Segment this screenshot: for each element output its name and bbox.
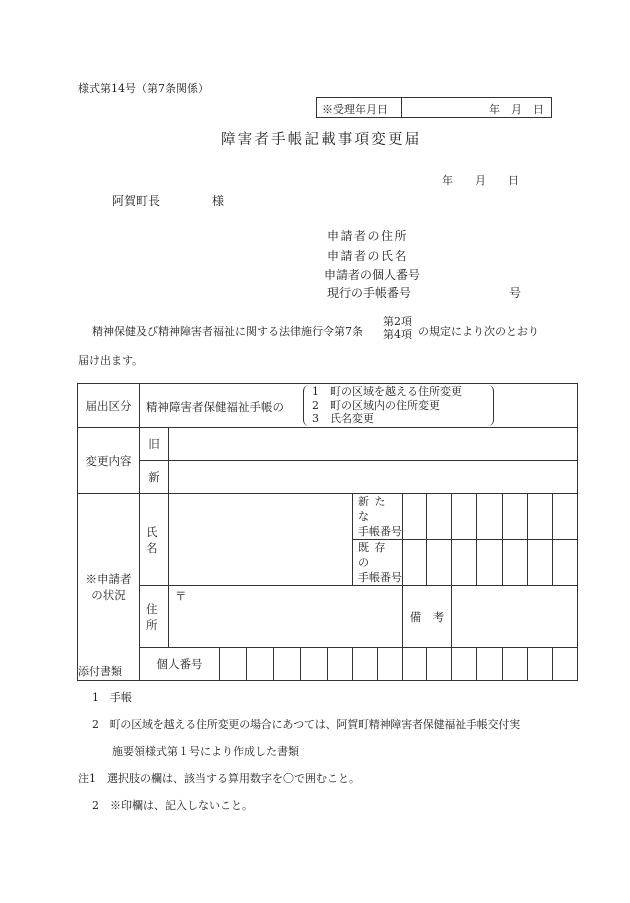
change-content-label: 変更内容 bbox=[78, 428, 140, 494]
personal-number-digit[interactable] bbox=[452, 648, 477, 681]
personal-number-digit[interactable] bbox=[477, 648, 503, 681]
statement-text-line2: 届け出ます。 bbox=[78, 354, 144, 367]
personal-number-digit[interactable] bbox=[553, 648, 578, 681]
personal-number-digit[interactable] bbox=[353, 648, 378, 681]
personal-number-digit[interactable] bbox=[247, 648, 274, 681]
applicant-name-label: 申請者の氏名 bbox=[327, 249, 409, 263]
notebook-prefix: 精神障害者保健福祉手帳の bbox=[146, 400, 284, 414]
personal-number-digit[interactable] bbox=[403, 648, 427, 681]
new-notebook-digit[interactable] bbox=[503, 494, 528, 540]
old-label: 旧 bbox=[140, 428, 169, 461]
clause-4: 第4項 bbox=[383, 328, 412, 341]
existing-notebook-digit[interactable] bbox=[452, 540, 477, 586]
applicant-status-label bbox=[78, 494, 140, 681]
address-field[interactable] bbox=[169, 586, 403, 648]
submission-date: 年 月 日 bbox=[442, 174, 519, 187]
statement-text-after: の規定により次のとおり bbox=[418, 325, 539, 338]
personal-number-digit[interactable] bbox=[528, 648, 553, 681]
choice-1[interactable]: 1 町の区域を越える住所変更 bbox=[312, 385, 462, 398]
existing-notebook-digit[interactable] bbox=[503, 540, 528, 586]
statement-clause-choice bbox=[383, 315, 412, 341]
clause-2: 第2項 bbox=[383, 315, 412, 328]
personal-number-digit[interactable] bbox=[503, 648, 528, 681]
choice-list bbox=[312, 385, 462, 426]
addressee-honorific: 様 bbox=[212, 194, 225, 208]
remarks-label: 備 考 bbox=[403, 586, 452, 648]
new-value-field[interactable] bbox=[169, 461, 578, 494]
address-label: 住所 bbox=[140, 586, 169, 648]
existing-notebook-digit[interactable] bbox=[403, 540, 427, 586]
applicant-mynumber-label: 申請者の個人番号 bbox=[324, 268, 421, 282]
personal-number-digit[interactable] bbox=[427, 648, 452, 681]
receipt-date-label: ※受理年月日 bbox=[322, 103, 388, 116]
receipt-date-value: 年 月 日 bbox=[489, 103, 544, 116]
new-notebook-digit[interactable] bbox=[452, 494, 477, 540]
attachment-item-2-line2: 施要領様式第１号により作成した書類 bbox=[112, 745, 299, 758]
applicant-status-line1: ※申請者 bbox=[85, 572, 132, 586]
personal-number-digit[interactable] bbox=[220, 648, 247, 681]
page-title: 障害者手帳記載事項変更届 bbox=[221, 132, 422, 148]
new-notebook-line1: 新 た な bbox=[358, 495, 387, 523]
existing-notebook-number-label bbox=[353, 540, 403, 586]
choice-3[interactable]: 3 氏名変更 bbox=[312, 412, 374, 425]
choice-2[interactable]: 2 町の区域内の住所変更 bbox=[312, 398, 440, 412]
notification-type-label: 届出区分 bbox=[78, 384, 140, 428]
attachment-item-1: 1 手帳 bbox=[92, 691, 132, 704]
name-field[interactable] bbox=[169, 494, 353, 586]
personal-number-digit[interactable] bbox=[274, 648, 301, 681]
note-2: 2 ※印欄は、記入しないこと。 bbox=[92, 799, 253, 812]
applicant-status-line2: の状況 bbox=[91, 588, 126, 602]
personal-number-label: 個人番号 bbox=[140, 648, 220, 681]
existing-notebook-digit[interactable] bbox=[528, 540, 553, 586]
applicant-address-label: 申請者の住所 bbox=[327, 229, 409, 243]
existing-notebook-line1: 既 存 の bbox=[358, 541, 387, 569]
form-number: 様式第14号（第7条関係） bbox=[78, 82, 209, 95]
receipt-date-box bbox=[316, 97, 552, 118]
new-notebook-digit[interactable] bbox=[528, 494, 553, 540]
existing-notebook-digit[interactable] bbox=[427, 540, 452, 586]
new-notebook-digit[interactable] bbox=[427, 494, 452, 540]
personal-number-digit[interactable] bbox=[328, 648, 353, 681]
new-notebook-digit[interactable] bbox=[403, 494, 427, 540]
new-label: 新 bbox=[140, 461, 169, 494]
new-notebook-number-label bbox=[353, 494, 403, 540]
remarks-field[interactable] bbox=[452, 586, 578, 648]
existing-notebook-line2: 手帳番号 bbox=[358, 571, 402, 584]
addressee: 阿賀町長 bbox=[112, 194, 161, 208]
existing-notebook-digit[interactable] bbox=[477, 540, 503, 586]
new-notebook-line2: 手帳番号 bbox=[358, 525, 402, 538]
personal-number-digit[interactable] bbox=[301, 648, 328, 681]
notification-table bbox=[77, 383, 578, 681]
statement-text-before: 精神保健及び精神障害者福祉に関する法律施行令第7条 bbox=[92, 325, 363, 338]
attachments-heading: 添付書類 bbox=[78, 665, 122, 678]
note-1: 注1 選択肢の欄は、該当する算用数字を〇で囲むこと。 bbox=[78, 772, 360, 785]
attachment-item-2-line1: 2 町の区域を越える住所変更の場合にあつては、阿賀町精神障害者保健福祉手帳交付実 bbox=[92, 718, 520, 731]
old-value-field[interactable] bbox=[169, 428, 578, 461]
notebook-number-suffix: 号 bbox=[509, 286, 522, 300]
personal-number-digit[interactable] bbox=[378, 648, 403, 681]
name-label: 氏名 bbox=[140, 494, 169, 586]
new-notebook-digit[interactable] bbox=[477, 494, 503, 540]
new-notebook-digit[interactable] bbox=[553, 494, 578, 540]
current-notebook-label: 現行の手帳番号 bbox=[327, 286, 412, 300]
postal-mark: 〒 bbox=[175, 589, 187, 603]
notification-type-cell bbox=[140, 384, 578, 428]
existing-notebook-digit[interactable] bbox=[553, 540, 578, 586]
